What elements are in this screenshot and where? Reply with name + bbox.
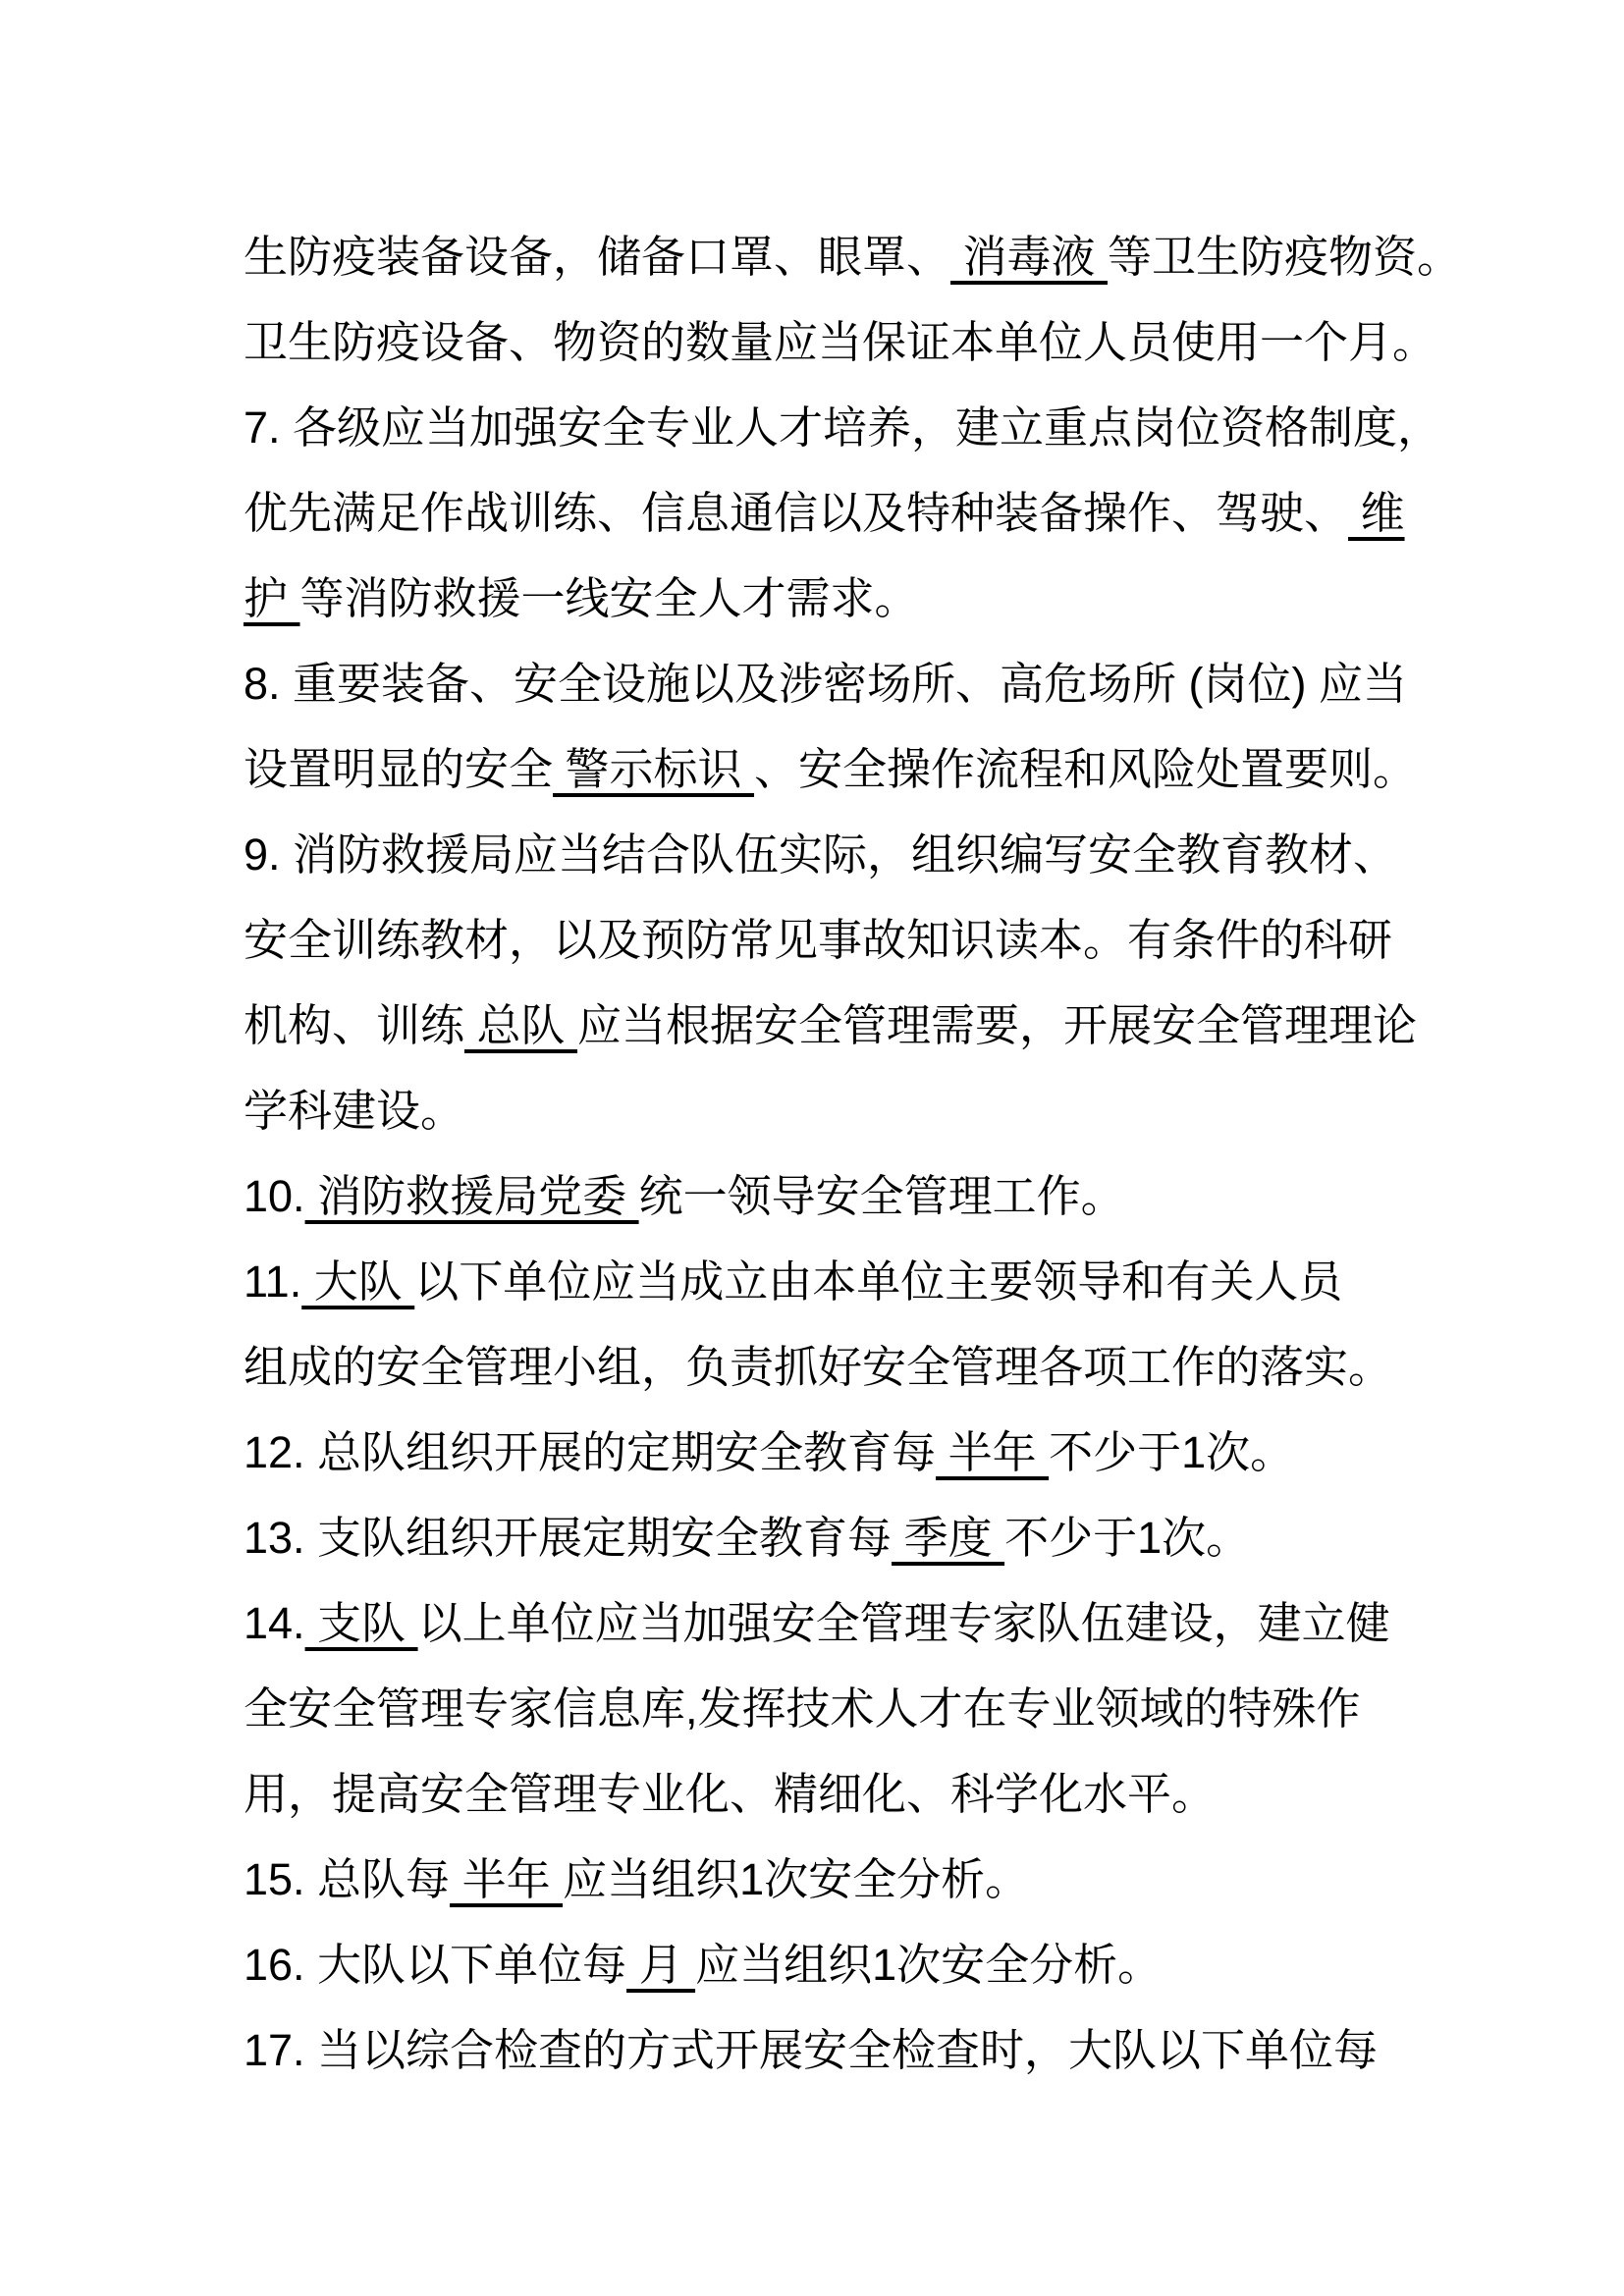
text-segment: 全安全管理专家信息库,发挥技术人才在专业领域的特殊作 — [244, 1683, 1361, 1734]
text-segment: 优先满足作战训练、信息通信以及特种装备操作、驾驶、 — [244, 488, 1349, 538]
text-segment: 14. — [244, 1598, 305, 1648]
text-segment: 应当组织1次安全分析。 — [695, 1940, 1163, 1990]
blank-underline: 支队 — [304, 1598, 418, 1648]
text-segment: 安全训练教材，以及预防常见事故知识读本。有条件的科研 — [244, 915, 1393, 965]
text-segment: 机构、训练 — [244, 1000, 465, 1050]
text-line-4 — [244, 470, 1441, 556]
blank-underline: 警示标识 — [553, 744, 755, 794]
text-line-1 — [244, 214, 1462, 299]
text-segment: 应当组织1次安全分析。 — [563, 1854, 1030, 1904]
text-line-19 — [244, 1751, 1441, 1837]
text-segment: 17. 当以综合检查的方式开展安全检查时，大队以下单位每 — [244, 2025, 1379, 2075]
text-segment: 16. 大队以下单位每 — [244, 1940, 627, 1990]
text-line-16 — [244, 1495, 1441, 1580]
text-segment: 以下单位应当成立由本单位主要领导和有关人员 — [414, 1256, 1343, 1307]
blank-underline: 消毒液 — [950, 232, 1109, 282]
text-segment: 组成的安全管理小组，负责抓好安全管理各项工作的落实。 — [244, 1342, 1393, 1392]
text-line-18 — [244, 1666, 1441, 1751]
text-segment: 设置明显的安全 — [244, 744, 554, 794]
text-line-12 — [244, 1153, 1441, 1239]
text-segment: 等卫生防疫物资。 — [1108, 232, 1462, 282]
text-line-14 — [244, 1324, 1441, 1410]
text-segment: 9. 消防救援局应当结合队伍实际，组织编写安全教育教材、 — [244, 829, 1398, 880]
blank-underline: 消防救援局党委 — [304, 1171, 639, 1221]
text-segment: 11. — [244, 1256, 302, 1307]
text-segment: 8. 重要装备、安全设施以及涉密场所、高危场所 (岗位) 应当 — [244, 659, 1408, 709]
text-segment: 不少于1次。 — [1049, 1427, 1295, 1477]
text-line-13 — [244, 1239, 1441, 1324]
text-segment: 应当根据安全管理需要，开展安全管理理论 — [577, 1000, 1418, 1050]
blank-underline: 总队 — [464, 1000, 578, 1050]
blank-underline: 大队 — [301, 1256, 415, 1307]
blank-underline: 半年 — [936, 1427, 1050, 1477]
text-line-6 — [244, 641, 1441, 726]
text-line-15 — [244, 1410, 1441, 1495]
document-body — [244, 214, 1462, 2093]
text-line-5 — [244, 556, 1441, 641]
text-line-22 — [244, 2007, 1441, 2093]
text-segment: 、安全操作流程和风险处置要则。 — [754, 744, 1418, 794]
text-segment: 13. 支队组织开展定期安全教育每 — [244, 1513, 893, 1563]
blank-underline: 半年 — [450, 1854, 564, 1904]
text-segment: 15. 总队每 — [244, 1854, 451, 1904]
text-line-8 — [244, 812, 1441, 897]
text-line-21 — [244, 1922, 1441, 2007]
text-segment: 7. 各级应当加强安全专业人才培养，建立重点岗位资格制度， — [244, 402, 1442, 453]
text-segment: 卫生防疫设备、物资的数量应当保证本单位人员使用一个月。 — [244, 317, 1437, 367]
text-line-11 — [244, 1068, 1441, 1153]
text-segment: 10. — [244, 1171, 305, 1221]
text-segment: 12. 总队组织开展的定期安全教育每 — [244, 1427, 937, 1477]
text-segment: 不少于1次。 — [1004, 1513, 1251, 1563]
text-line-7 — [244, 726, 1441, 812]
text-line-2 — [244, 299, 1441, 385]
text-segment: 等消防救援一线安全人才需求。 — [299, 573, 919, 623]
text-segment: 学科建设。 — [244, 1086, 465, 1136]
text-line-10 — [244, 983, 1441, 1068]
text-segment: 统一领导安全管理工作。 — [638, 1171, 1125, 1221]
text-line-20 — [244, 1837, 1441, 1922]
text-segment: 以上单位应当加强安全管理专家队伍建设，建立健 — [417, 1598, 1390, 1648]
blank-underline: 月 — [626, 1940, 696, 1990]
text-segment: 用，提高安全管理专业化、精细化、科学化水平。 — [244, 1769, 1217, 1819]
text-line-3 — [244, 385, 1441, 470]
text-line-9 — [244, 897, 1441, 983]
blank-underline: 护 — [244, 573, 300, 623]
blank-underline: 维 — [1348, 488, 1405, 538]
blank-underline: 季度 — [892, 1513, 1005, 1563]
text-segment: 生防疫装备设备，储备口罩、眼罩、 — [244, 232, 951, 282]
text-line-17 — [244, 1580, 1441, 1666]
